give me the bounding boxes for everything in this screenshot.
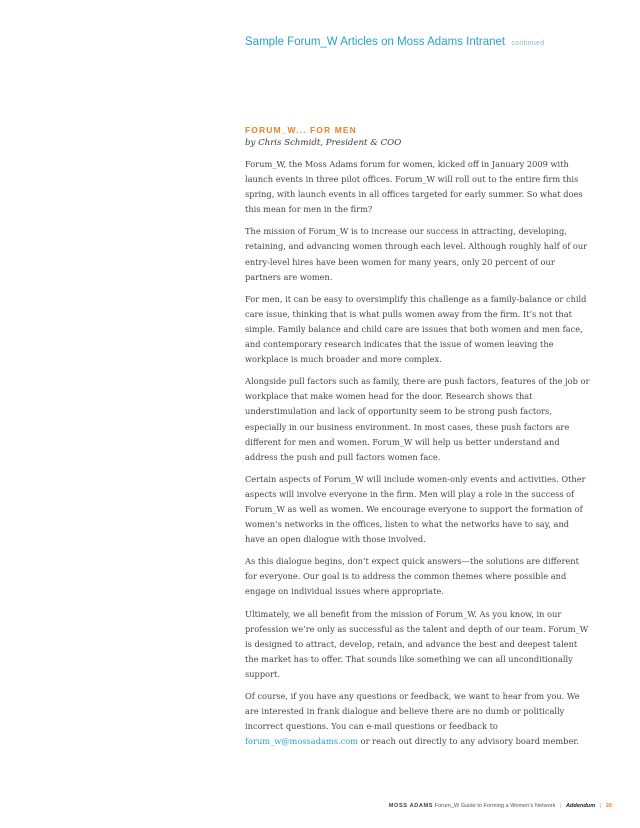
paragraph-6: As this dialogue begins, don’t expect quick answers—the solutions are different for everyone. Our goal is to address the common themes where possible and engage on individual issues where appropriate. xyxy=(245,556,579,597)
email-link[interactable]: forum_w@mossadams.com xyxy=(245,736,359,747)
paragraph-5: Certain aspects of Forum_W will include women-only events and activities. Other aspects will involve everyone in the firm. Men will play a role in the success of Forum_W as well as women. We encourage everyone to support the formation of women’s networks in the offices, listen to what the networks have to say, and have an open dialogue with those involved. xyxy=(245,473,586,545)
footer-brand: MOSS ADAMS xyxy=(388,803,434,809)
page-number: 26 xyxy=(605,803,612,809)
footer-guide-title: Forum_W Guide to Forming a Women’s Network xyxy=(434,803,556,809)
paragraph-4: Alongside pull factors such as family, there are push factors, features of the job or workplace that make women head for the door. Research shows that understimulation and lack of opportunity seem to be strong push factors, especially in our business environment. In most cases, these push factors are different for men and women. Forum_W will help us better understand and address the push and pull factors women face. xyxy=(245,376,590,462)
paragraph-3: For men, it can be easy to oversimplify this challenge as a family-balance or child care issue, thinking that is what pulls women away from the firm. It’s not that simple. Family balance and child care are issues that both women and men face, and contemporary research indicates that the issue of women leaving the workplace is much broader and more complex. xyxy=(245,293,587,365)
page-footer xyxy=(389,803,612,809)
paragraph-7: Ultimately, we all benefit from the mission of Forum_W. As you know, in our profession we’re only as successful as the talent and depth of our team. Forum_W is designed to attract, develop, retain, and advance the best and deepest talent the market has to offer. That sounds like something we can all unconditionally support. xyxy=(245,608,589,679)
footer-divider: | xyxy=(599,803,602,809)
header-title: Sample Forum_W Articles on Moss Adams Intranet xyxy=(245,36,506,48)
paragraph-1: Forum_W, the Moss Adams forum for women, kicked off in January 2009 with launch events in three pilot offices. Forum_W will roll out to the entire firm this spring, with launch events in all offices targeted for early summer. So what does this mean for men in the firm? xyxy=(245,159,583,215)
running-header xyxy=(245,36,625,48)
header-continued: continued xyxy=(511,40,545,47)
section-title: FORUM_W... FOR MEN xyxy=(245,125,357,135)
footer-section: Addendum xyxy=(565,803,596,809)
byline: by Chris Schmidt, President & COO xyxy=(245,138,402,148)
paragraph-8-text-start: Of course, if you have any questions or feedback, we want to hear from you. We are interested in frank dialogue and believe there are no dumb or politically incorrect questions. You can e-mail questions or feedback to xyxy=(245,691,580,732)
paragraph-2: The mission of Forum_W is to increase our success in attracting, developing, retaining, and advancing women through each level. Although roughly half of our entry-level hires have been women for many years, only 20 percent of our partners are women. xyxy=(245,226,588,282)
paragraph-8 xyxy=(245,689,590,749)
paragraph-8-text-end: or reach out directly to any advisory board member. xyxy=(358,736,580,747)
footer-divider: | xyxy=(559,803,562,809)
article xyxy=(245,124,590,756)
